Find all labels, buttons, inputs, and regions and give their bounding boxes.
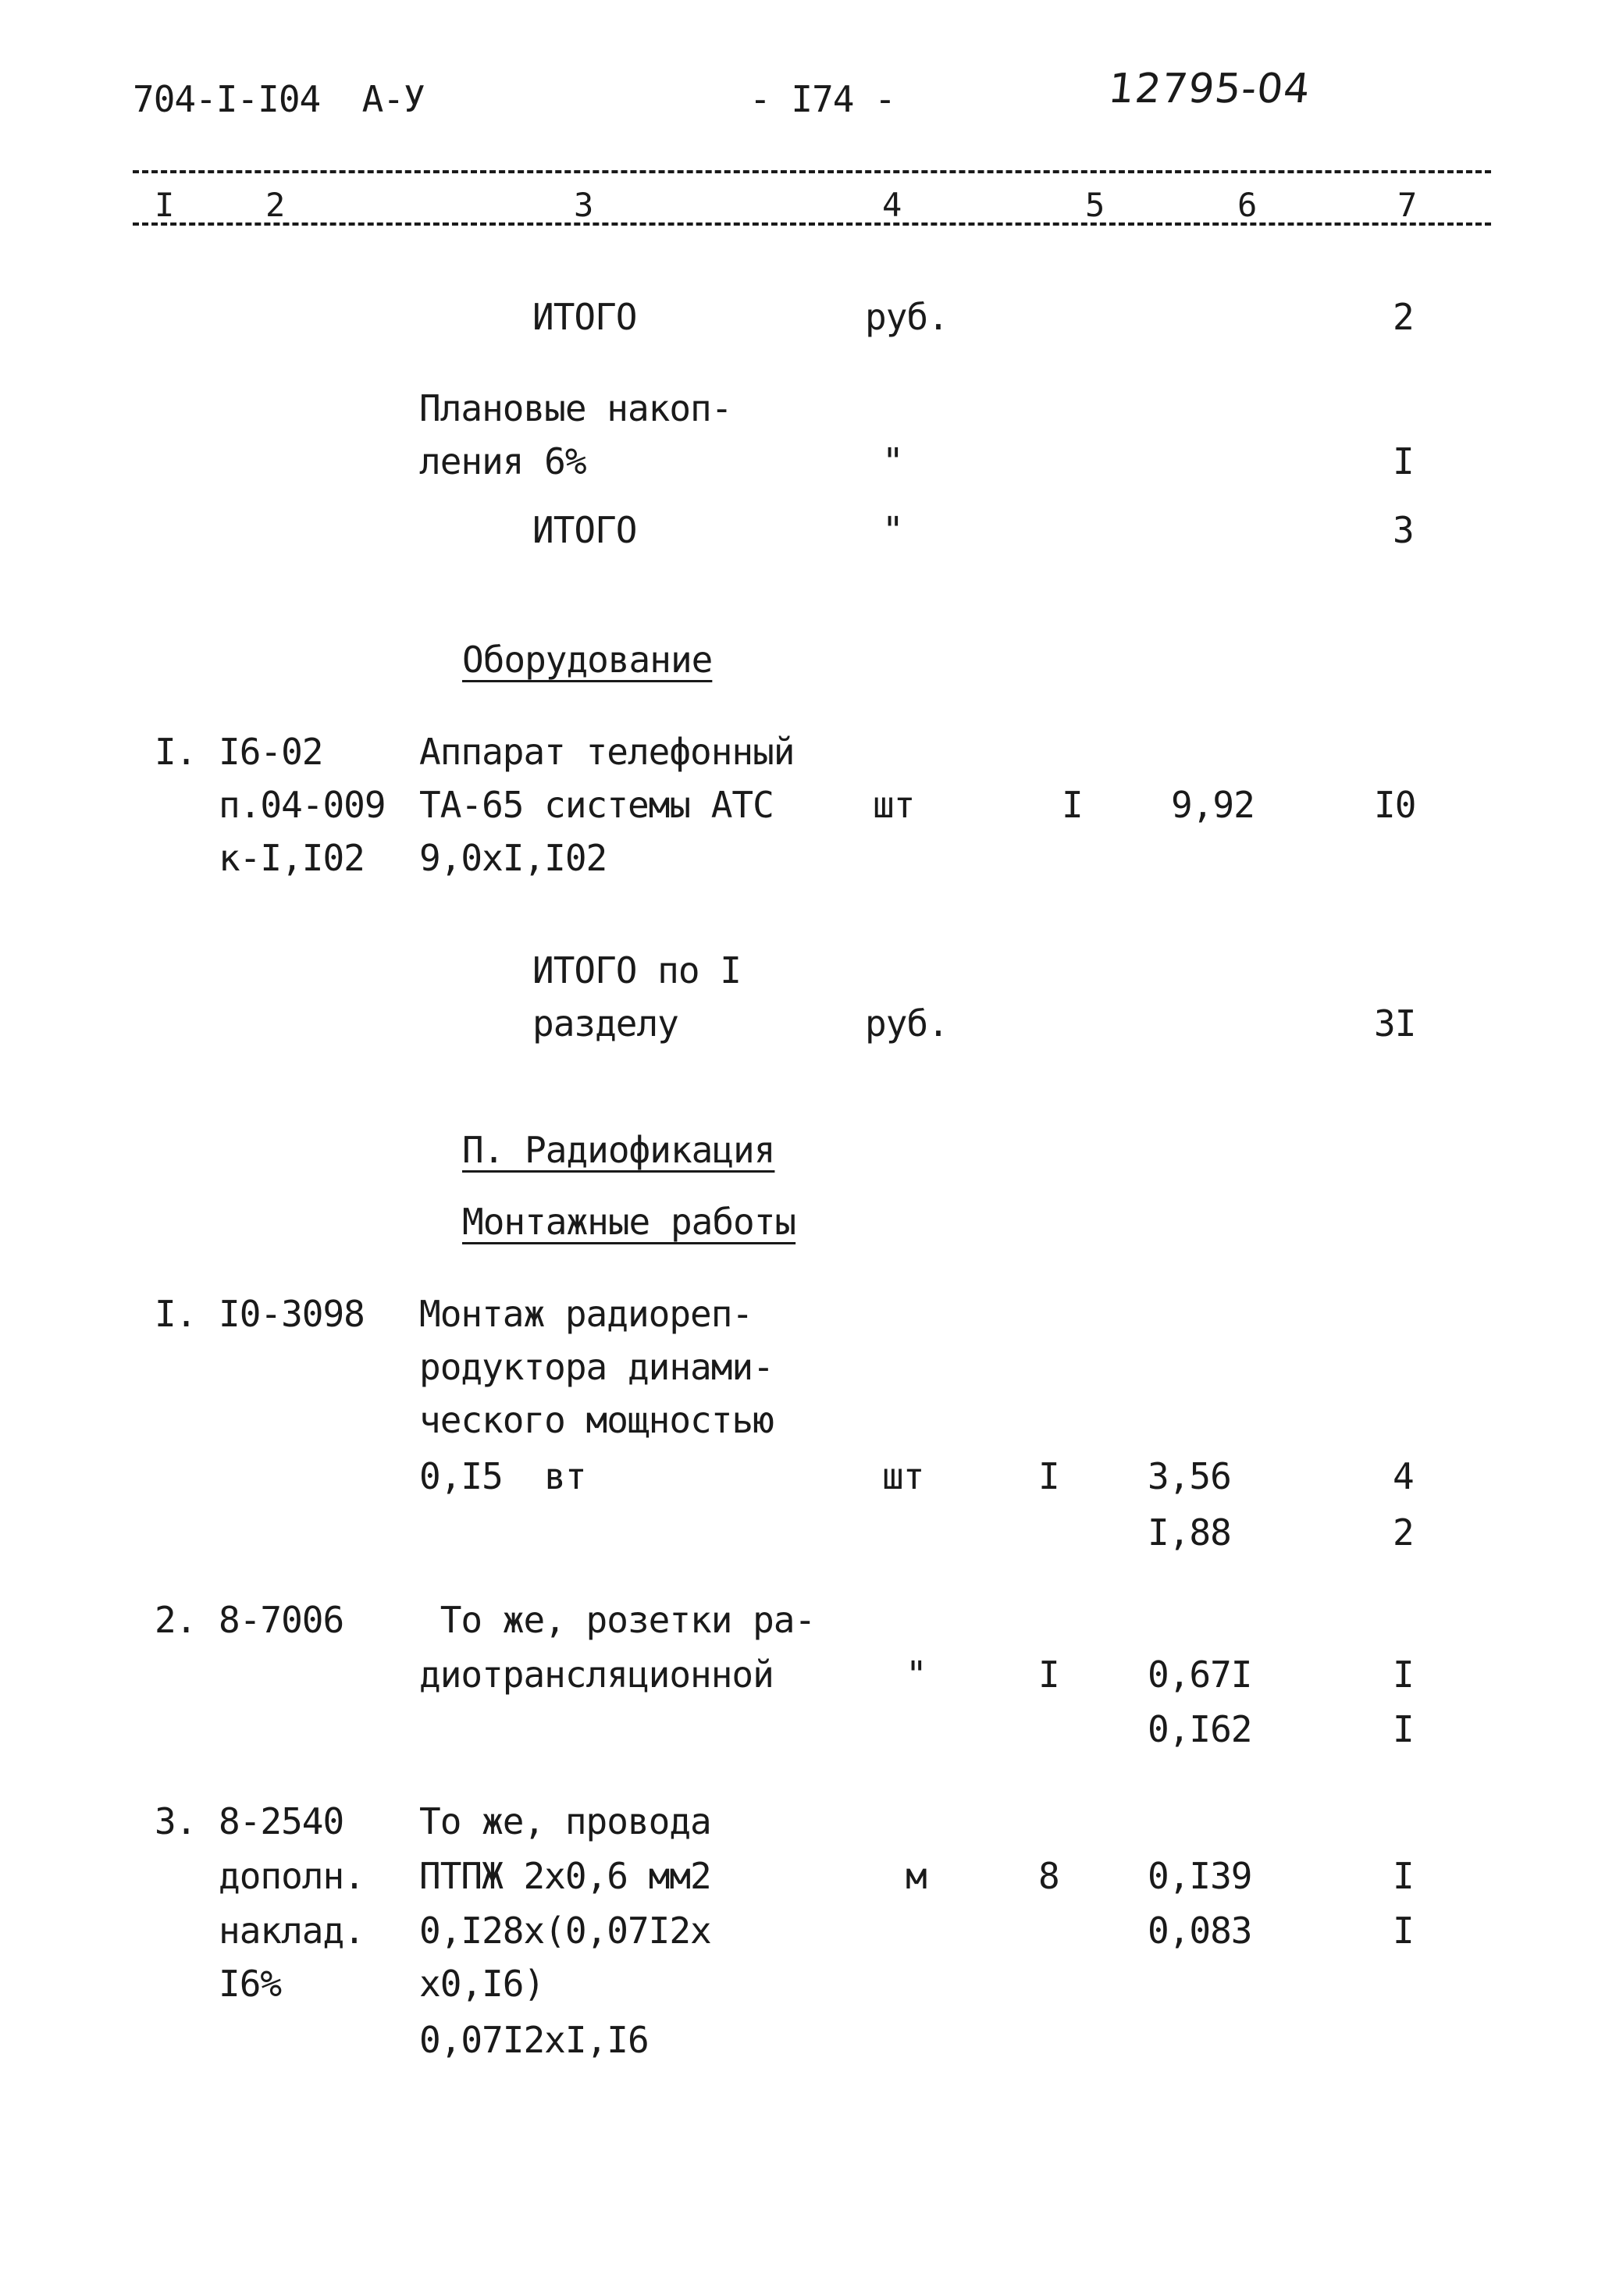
item-radio2-price2: 0,I62	[1148, 1708, 1252, 1750]
item-radio3-price2: 0,083	[1148, 1910, 1252, 1952]
item-radio2-price1: 0,67I	[1148, 1653, 1252, 1696]
item-radio1-price1: 3,56	[1148, 1455, 1231, 1497]
item-radio3-price1: 0,I39	[1148, 1855, 1252, 1897]
column-number-1: I	[155, 186, 175, 224]
handwritten-archive-number: 12795-04	[1105, 66, 1313, 112]
item-phone-number: I.	[155, 731, 197, 773]
item-phone-desc-line1: Аппарат телефонный	[419, 731, 795, 773]
item-phone-total: I0	[1374, 784, 1416, 826]
item-phone-desc-line3: 9,0хI,I02	[419, 837, 607, 879]
itogo-section1-unit: руб.	[865, 1002, 949, 1045]
item-radio3-desc-line1: То же, провода	[419, 1800, 711, 1842]
item-radio2-qty: I	[1038, 1653, 1059, 1696]
item-radio1-desc-line2: родуктора динами-	[419, 1346, 774, 1388]
item-radio1-total2: 2	[1393, 1511, 1414, 1554]
planned-unit: "	[882, 440, 903, 482]
item-radio2-desc-line1: То же, розетки ра-	[419, 1599, 816, 1641]
item-radio3-unit: м	[906, 1855, 927, 1897]
item-radio3-desc-line2: ПТПЖ 2х0,6 мм2	[419, 1855, 711, 1897]
column-number-2: 2	[265, 186, 286, 224]
planned-label-line2: ления 6%	[419, 440, 586, 482]
planned-label-line1: Плановые накоп-	[419, 387, 732, 429]
column-number-6: 6	[1237, 186, 1258, 224]
item-radio1-desc-line4: 0,I5 вт	[419, 1455, 586, 1497]
item-radio1-desc-line1: Монтаж радиореп-	[419, 1293, 753, 1335]
item-phone-unit: шт	[873, 784, 915, 826]
column-number-4: 4	[882, 186, 902, 224]
itogo-unit: руб.	[865, 296, 949, 338]
itogo-section1-total: 3I	[1374, 1002, 1416, 1045]
item-radio1-price2: I,88	[1148, 1511, 1231, 1554]
item-radio3-code-line4: I6%	[219, 1963, 282, 2005]
item-radio3-total1: I	[1393, 1855, 1414, 1897]
item-phone-code-line2: п.04-009	[219, 784, 386, 826]
item-radio3-number: 3.	[155, 1800, 197, 1842]
item-phone-desc-line2: ТА-65 системы АТС	[419, 784, 774, 826]
item-radio2-number: 2.	[155, 1599, 197, 1641]
item-phone-qty: I	[1062, 784, 1083, 826]
item-radio2-total2: I	[1393, 1708, 1414, 1750]
item-radio1-unit: шт	[882, 1455, 924, 1497]
header-rule-top	[133, 170, 1491, 173]
item-radio3-code-line3: наклад.	[219, 1910, 365, 1952]
item-phone-code-line3: к-I,I02	[219, 837, 365, 879]
item-radio2-code: 8-7006	[219, 1599, 344, 1641]
item-radio1-qty: I	[1038, 1455, 1059, 1497]
column-number-7: 7	[1397, 186, 1418, 224]
planned-total: I	[1393, 440, 1414, 482]
itogo-section1-line1: ИТОГО по I	[532, 949, 741, 991]
item-radio3-desc-line4: х0,I6)	[419, 1963, 545, 2005]
itogo2-total: 3	[1393, 509, 1414, 551]
header-rule-bottom	[133, 222, 1491, 226]
document-code: 704-I-I04 A-У	[133, 78, 425, 120]
item-radio3-code-line2: дополн.	[219, 1855, 365, 1897]
column-number-3: 3	[574, 186, 594, 224]
item-radio2-total1: I	[1393, 1653, 1414, 1696]
itogo2-unit: "	[882, 509, 903, 551]
item-radio3-desc-line3: 0,I28х(0,07I2х	[419, 1910, 711, 1952]
item-radio1-desc-line3: ческого мощностью	[419, 1399, 774, 1441]
item-radio1-total1: 4	[1393, 1455, 1414, 1497]
item-radio3-code-line1: 8-2540	[219, 1800, 344, 1842]
itogo-section1-line2: разделу	[532, 1002, 678, 1045]
itogo2-label: ИТОГО	[532, 509, 637, 551]
section-mounting: Монтажные работы	[462, 1201, 796, 1243]
page-number: - I74 -	[749, 78, 895, 120]
item-radio3-desc-line5: 0,07I2хI,I6	[419, 2019, 649, 2061]
itogo-total: 2	[1393, 296, 1414, 338]
item-radio1-number: I.	[155, 1293, 197, 1335]
item-radio3-qty: 8	[1038, 1855, 1059, 1897]
item-radio2-unit: "	[906, 1653, 927, 1696]
section-radio: П. Радиофикация	[462, 1129, 775, 1171]
item-radio3-total2: I	[1393, 1910, 1414, 1952]
item-phone-price: 9,92	[1171, 784, 1255, 826]
column-number-5: 5	[1085, 186, 1105, 224]
itogo-label: ИТОГО	[532, 296, 637, 338]
section-equipment: Оборудование	[462, 639, 713, 681]
item-radio2-desc-line2: диотрансляционной	[419, 1653, 774, 1696]
item-radio1-code: I0-3098	[219, 1293, 365, 1335]
item-phone-code-line1: I6-02	[219, 731, 323, 773]
